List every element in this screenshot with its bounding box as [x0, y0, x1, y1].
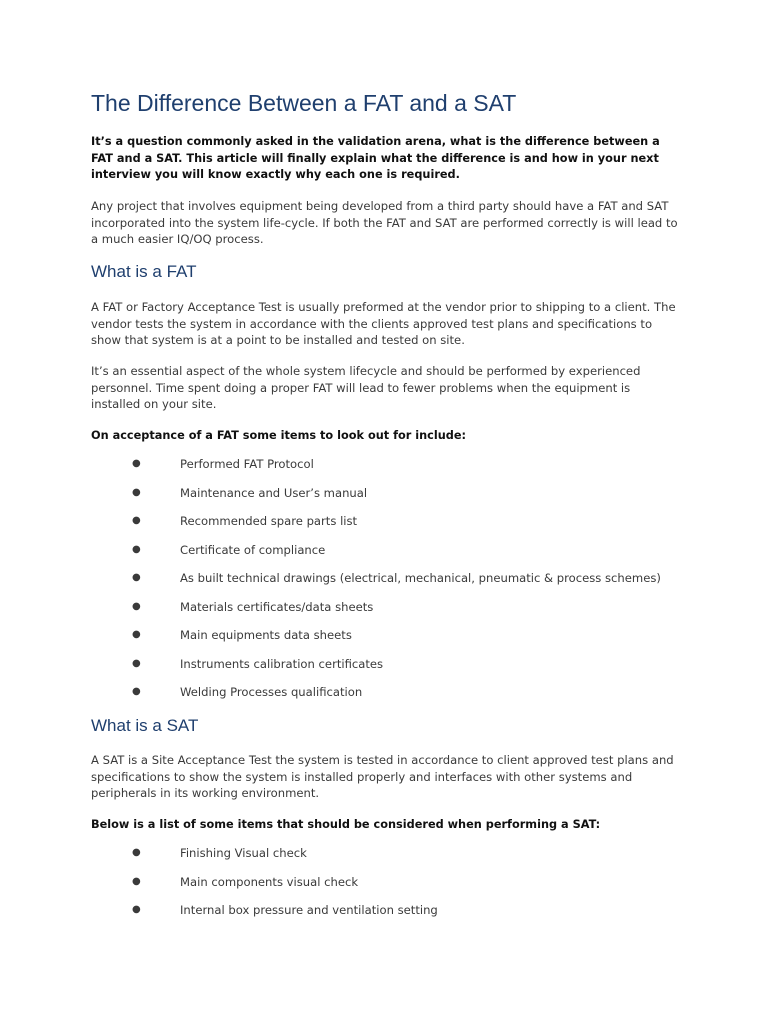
bullet-icon: ● [132, 686, 141, 697]
list-item-text: Main equipments data sheets [180, 628, 352, 642]
fat-paragraph-2: It’s an essential aspect of the whole system lifecycle and should be performed by experienced personnel. Time spent doing a proper FAT will lead to fewer problems when the equipment is installed on your site. [91, 364, 641, 412]
bullet-icon: ● [132, 876, 141, 887]
fat-list-intro: On acceptance of a FAT some items to look out for include: [91, 429, 467, 442]
list-item-text: As built technical drawings (electrical, mechanical, pneumatic & process schemes) [180, 571, 661, 585]
list-item [91, 627, 691, 643]
bullet-icon: ● [132, 572, 141, 583]
sat-list-intro: Below is a list of some items that should be considered when performing a SAT: [91, 818, 601, 831]
intro-bold-paragraph: It’s a question commonly asked in the validation arena, what is the difference between a FAT and a SAT. This article will finally explain what the difference is and how in your next interview you will know exactly why each one is required. [91, 135, 660, 182]
list-item-text: Instruments calibration certificates [180, 657, 384, 671]
fat-heading: What is a FAT [91, 262, 197, 281]
bullet-icon: ● [132, 601, 141, 612]
list-item-text: Finishing Visual check [180, 846, 307, 860]
list-item [91, 570, 691, 586]
list-item-text: Materials certificates/data sheets [180, 600, 374, 614]
list-item-text: Internal box pressure and ventilation setting [180, 903, 438, 917]
bullet-icon: ● [132, 544, 141, 555]
page-title: The Difference Between a FAT and a SAT [91, 90, 517, 116]
list-item-text: Certificate of compliance [180, 543, 326, 557]
list-item [91, 599, 691, 615]
bullet-icon: ● [132, 458, 141, 469]
intro-paragraph: Any project that involves equipment being developed from a third party should have a FAT and SAT incorporated into the system life-cycle. If both the FAT and SAT are performed correctly is will lead to a much easier IQ/OQ process. [91, 199, 678, 247]
list-item-text: Maintenance and User’s manual [180, 486, 368, 500]
list-item-text: Welding Processes qualification [180, 685, 363, 699]
list-item [91, 874, 691, 890]
list-item-text: Recommended spare parts list [180, 514, 358, 528]
list-item [91, 513, 691, 529]
sat-paragraph-1: A SAT is a Site Acceptance Test the system is tested in accordance to client approved test plans and specifications to show the system is installed properly and interfaces with other systems and peripherals in its working environment. [91, 753, 674, 801]
bullet-icon: ● [132, 658, 141, 669]
bullet-icon: ● [132, 904, 141, 915]
list-item [91, 456, 691, 472]
list-item [91, 656, 691, 672]
sat-heading: What is a SAT [91, 716, 199, 735]
bullet-icon: ● [132, 629, 141, 640]
fat-paragraph-1: A FAT or Factory Acceptance Test is usually preformed at the vendor prior to shipping to a client. The vendor tests the system in accordance with the clients approved test plans and specifications to show that system is at a point to be installed and tested on site. [91, 300, 676, 348]
list-item-text: Performed FAT Protocol [180, 457, 314, 471]
list-item [91, 684, 691, 700]
list-item [91, 542, 691, 558]
list-item-text: Main components visual check [180, 875, 359, 889]
bullet-icon: ● [132, 487, 141, 498]
bullet-icon: ● [132, 847, 141, 858]
list-item [91, 485, 691, 501]
list-item [91, 902, 691, 918]
bullet-icon: ● [132, 515, 141, 526]
list-item [91, 845, 691, 861]
